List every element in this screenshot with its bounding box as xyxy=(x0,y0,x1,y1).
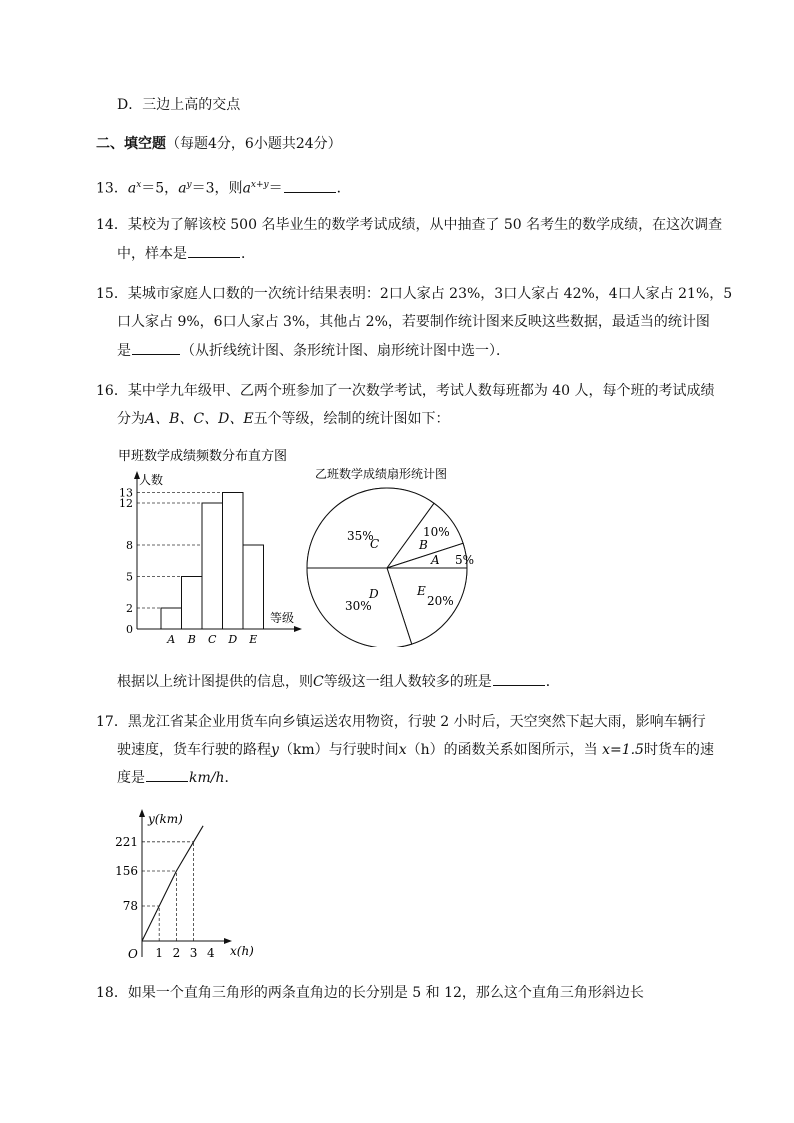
pie-label-pct-A: 5% xyxy=(455,553,475,567)
histogram-ytick-5: 5 xyxy=(126,570,133,584)
q13-base-a: a xyxy=(127,180,137,197)
histogram-bar-E xyxy=(243,545,264,629)
pie-label-letter-E: E xyxy=(417,584,426,598)
q13-eq1: ＝5， xyxy=(141,180,179,197)
line-chart-y-arrow-icon xyxy=(139,809,145,817)
question-17-line3 xyxy=(117,769,239,787)
line-chart-y-ticks xyxy=(115,835,138,913)
histogram-bars xyxy=(161,493,264,630)
pie-label-letter-D: D xyxy=(369,587,379,601)
q17-km: （km） xyxy=(278,742,329,758)
pie-title: 乙班数学成绩扇形统计图 xyxy=(315,467,448,481)
q16-after-c: C xyxy=(313,674,324,690)
q15-number: 15． xyxy=(96,286,128,302)
pie-label-pct-D: 30% xyxy=(345,599,372,613)
q17-number: 17． xyxy=(96,714,128,730)
line-chart-xtick-4: 4 xyxy=(206,946,215,960)
q13-exp-x: x xyxy=(136,180,142,190)
pie-label-letter-C: C xyxy=(370,537,380,551)
q17-var-x: x xyxy=(398,742,407,758)
histogram-x-ticks xyxy=(166,633,257,645)
q13-exp-xy: x+y xyxy=(250,180,269,190)
q17-mid: 与行驶时间 xyxy=(328,742,399,758)
histogram-ytick-0: 0 xyxy=(126,623,133,636)
pie-slices xyxy=(307,488,467,647)
line-chart-xlabel: x(h) xyxy=(230,944,254,958)
q14-answer-blank[interactable] xyxy=(188,245,240,258)
line-chart-ytick-156: 156 xyxy=(115,864,138,879)
q16-line1: 某中学九年级甲、乙两个班参加了一次数学考试，考试人数每班都为 40 人，每个班的考试成绩 xyxy=(127,383,715,399)
question-13 xyxy=(96,176,351,198)
histogram-ytick-12: 12 xyxy=(119,497,133,510)
histogram-ytick-2: 2 xyxy=(126,602,133,615)
q16-number: 16． xyxy=(96,383,128,399)
q15-line3a: 是 xyxy=(117,343,131,359)
line-chart-x-ticks xyxy=(155,946,215,960)
pie-label-pct-B: 10% xyxy=(423,525,450,539)
histogram-bar-D xyxy=(223,493,244,630)
question-15-line2: 口人家占 9%，6口人家占 3%，其他占 2%，若要制作统计图来反映这些数据，最适当的统计图 xyxy=(117,314,710,330)
histogram-xlabel: 等级 xyxy=(270,611,295,625)
line-chart xyxy=(112,805,262,965)
line-chart-xtick-3: 3 xyxy=(189,946,198,960)
question-17 xyxy=(96,713,706,731)
q13-answer-blank[interactable] xyxy=(284,180,336,193)
line-chart-ytick-78: 78 xyxy=(122,899,138,914)
pie-label-letter-B: B xyxy=(419,538,428,552)
section-note: （每题4分，6小题共24分） xyxy=(166,136,342,152)
histogram-xtick-E: E xyxy=(249,633,258,645)
q17-line2c: 时货车的速 xyxy=(643,742,714,758)
line-chart-ytick-221: 221 xyxy=(115,834,138,849)
q15-line3b: （从折线统计图、条形统计图、扇形统计图中选一）． xyxy=(181,343,510,359)
q13-end: ． xyxy=(336,180,351,197)
q16-line2a: 分为 xyxy=(117,411,145,427)
q14-line1: 某校为了解该校 500 名毕业生的数学考试成绩，从中抽查了 50 名考生的数学成绩，在这次调查 xyxy=(127,217,723,233)
q17-unit: km/h xyxy=(189,770,225,786)
q16-after-end: ． xyxy=(545,674,560,690)
pie-chart xyxy=(303,462,483,647)
q16-after-b: 等级这一组人数较多的班是 xyxy=(323,674,492,690)
option-d xyxy=(117,96,240,114)
histogram-chart xyxy=(112,445,302,645)
section-title: 二、填空题 xyxy=(96,136,166,152)
q17-line2b: 的函数关系如图所示，当 xyxy=(443,742,603,758)
histogram-y-ticks xyxy=(119,487,133,637)
q17-answer-blank[interactable] xyxy=(146,769,188,782)
question-15-line3 xyxy=(117,342,510,360)
question-16-prompt xyxy=(117,673,560,691)
q13-exp-y: y xyxy=(186,180,192,190)
line-chart-origin: O xyxy=(128,947,138,961)
histogram-xtick-A: A xyxy=(167,633,176,645)
q17-line3a: 度是 xyxy=(117,770,145,786)
q13-base-a2: a xyxy=(178,180,187,197)
question-18 xyxy=(96,984,644,1002)
pie-label-pct-C: 35% xyxy=(347,529,374,543)
histogram-xtick-B: B xyxy=(187,633,196,645)
q15-line1: 某城市家庭人口数的一次统计结果表明：2口人家占 23%，3口人家占 42%，4口人家占 21%，5 xyxy=(127,286,733,302)
q13-base-a3: a xyxy=(242,180,251,197)
q16-line2b: 五个等级，绘制的统计图如下： xyxy=(253,411,450,427)
histogram-bar-A xyxy=(161,608,182,629)
question-14-line2 xyxy=(117,245,255,263)
q17-h: （h） xyxy=(406,742,444,758)
histogram-title: 甲班数学成绩频数分布直方图 xyxy=(118,449,288,464)
question-17-line2 xyxy=(117,741,714,759)
question-15 xyxy=(96,285,732,303)
question-14 xyxy=(96,216,722,234)
q17-line1: 黑龙江省某企业用货车向乡镇运送农用物资，行驶 2 小时后，天空突然下起大雨，影响车辆行 xyxy=(127,714,706,730)
line-chart-xtick-1: 1 xyxy=(155,946,164,960)
histogram-ytick-8: 8 xyxy=(126,539,133,552)
histogram-ytick-13: 13 xyxy=(119,486,133,500)
question-16 xyxy=(96,382,715,400)
histogram-ylabel: 人数 xyxy=(139,473,164,487)
q13-eq2: ＝3，则 xyxy=(191,180,243,197)
q13-number: 13． xyxy=(96,180,128,197)
q17-xeq: x=1.5 xyxy=(602,742,644,758)
option-d-text: 三边上高的交点 xyxy=(142,97,241,113)
q14-number: 14． xyxy=(96,217,128,233)
histogram-bar-C xyxy=(202,503,223,629)
question-16-line2 xyxy=(117,410,450,428)
q17-var-y: y xyxy=(271,742,279,758)
q16-after-a: 根据以上统计图提供的信息，则 xyxy=(117,674,313,690)
q15-answer-blank[interactable] xyxy=(132,342,180,355)
section-heading xyxy=(96,135,342,153)
pie-label-letter-A: A xyxy=(431,553,440,567)
q14-line2b: ． xyxy=(241,246,255,262)
line-chart-ylabel: y(km) xyxy=(148,812,183,826)
option-d-label: D． xyxy=(117,97,143,113)
q18-line1: 如果一个直角三角形的两条直角边的长分别是 5 和 12，那么这个直角三角形斜边长 xyxy=(127,985,644,1001)
q13-eq3: ＝ xyxy=(268,180,283,197)
q16-grades: A、B、C、D、E xyxy=(145,411,254,427)
pie-label-pct-E: 20% xyxy=(427,594,454,608)
q18-number: 18． xyxy=(96,985,128,1001)
q17-line2a: 驶速度，货车行驶的路程 xyxy=(117,742,271,758)
q17-line3c: ． xyxy=(224,770,239,786)
histogram-xtick-D: D xyxy=(228,633,238,645)
line-chart-xtick-2: 2 xyxy=(172,946,181,960)
q14-line2a: 中，样本是 xyxy=(117,246,187,262)
histogram-bar-B xyxy=(182,577,203,630)
histogram-xtick-C: C xyxy=(208,633,217,645)
q16-answer-blank[interactable] xyxy=(493,673,545,686)
histogram-x-arrow-icon xyxy=(294,626,302,632)
